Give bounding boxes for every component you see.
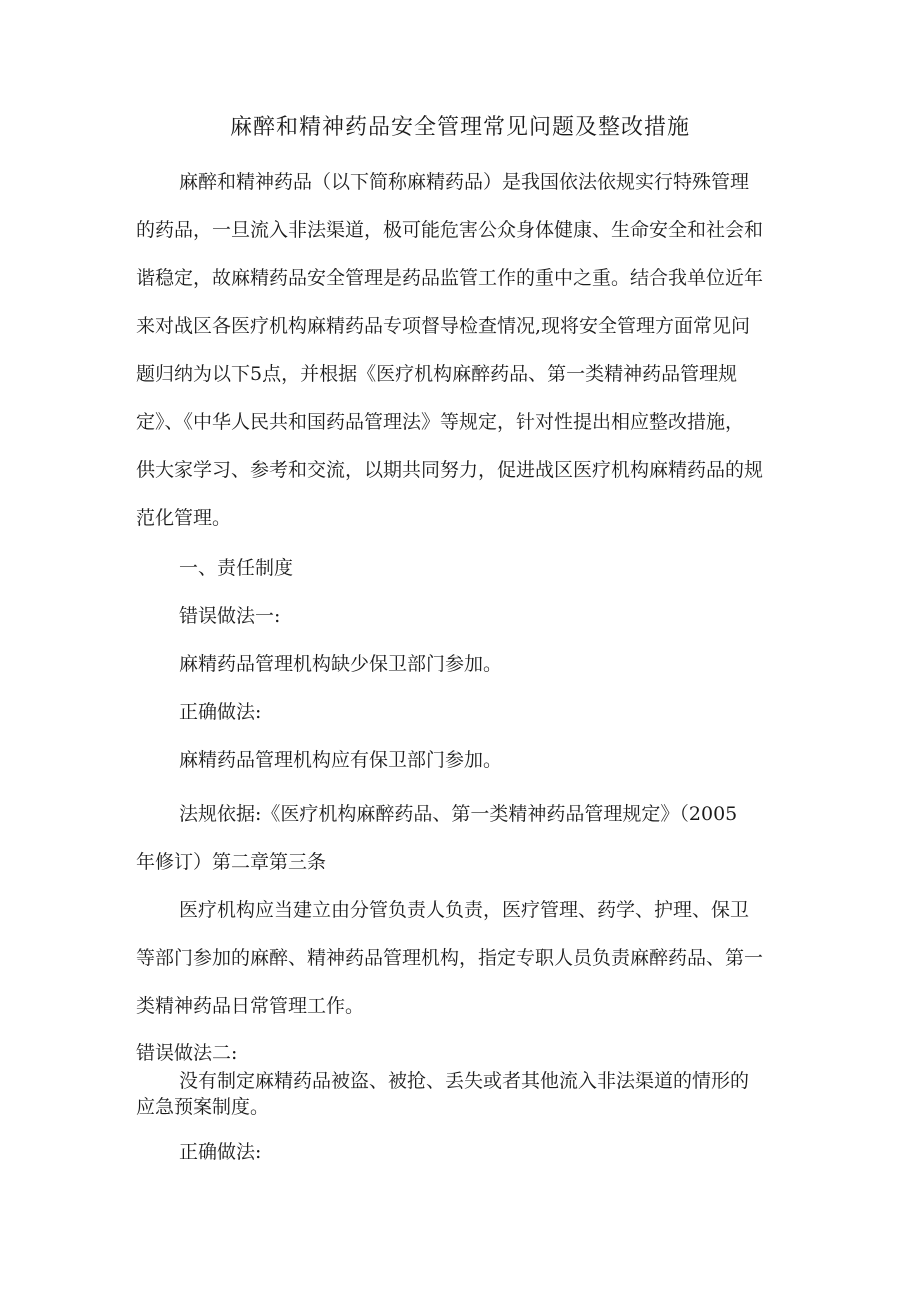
- wrong-practice-text: [136, 1068, 796, 1120]
- wrong-practice-line: 没有制定麻精药品被盗、被抢、丢失或者其他流入非法渠道的情形的: [179, 1070, 750, 1092]
- wrong-practice-label: 错误做法一:: [179, 605, 281, 627]
- intro-line: 定》、《中华人民共和国药品管理法》等规定，针对性提出相应整改措施，: [136, 411, 745, 433]
- intro-line: 的药品，一旦流入非法渠道，极可能危害公众身体健康、生命安全和社会和: [136, 219, 764, 241]
- clause-line: 医疗机构应当建立由分管负责人负责，医疗管理、药学、护理、保卫: [179, 899, 750, 921]
- clause-line: 类精神药品日常管理工作。: [136, 995, 365, 1017]
- correct-practice-label: 正确做法:: [179, 701, 262, 723]
- intro-line: 来对战区各医疗机构麻精药品专项督导检查情况,现将安全管理方面常见问: [136, 315, 751, 337]
- intro-line: 供大家学习、参考和交流，以期共同努力，促进战区医疗机构麻精药品的规: [136, 459, 764, 481]
- correct-practice-label: 正确做法:: [179, 1141, 262, 1163]
- intro-line: 麻醉和精神药品（以下简称麻精药品）是我国依法依规实行特殊管理: [179, 171, 750, 193]
- regulation-clause: [136, 886, 796, 1030]
- intro-line: 题归纳为以下5点，并根据《医疗机构麻醉药品、第一类精神药品管理规: [136, 363, 738, 385]
- intro-paragraph: [136, 158, 796, 542]
- wrong-practice-text: 麻精药品管理机构缺少保卫部门参加。: [179, 653, 503, 675]
- correct-practice-text: 麻精药品管理机构应有保卫部门参加。: [179, 749, 503, 771]
- legal-basis-line: 年修订）第二章第三条: [136, 851, 327, 873]
- intro-line: 范化管理。: [136, 507, 232, 529]
- legal-basis-line: 法规依据:《医疗机构麻醉药品、第一类精神药品管理规定》（2005: [179, 803, 738, 825]
- document-title: 麻醉和精神药品安全管理常见问题及整改措施: [229, 115, 690, 140]
- intro-line: 谐稳定，故麻精药品安全管理是药品监管工作的重中之重。结合我单位近年: [136, 267, 764, 289]
- clause-line: 等部门参加的麻醉、精神药品管理机构，指定专职人员负责麻醉药品、第一: [136, 947, 764, 969]
- section-heading: 一、责任制度: [179, 557, 294, 579]
- legal-basis: [136, 790, 796, 886]
- wrong-practice-line: 应急预案制度。: [136, 1096, 270, 1118]
- wrong-practice-label: 错误做法二:: [136, 1042, 238, 1064]
